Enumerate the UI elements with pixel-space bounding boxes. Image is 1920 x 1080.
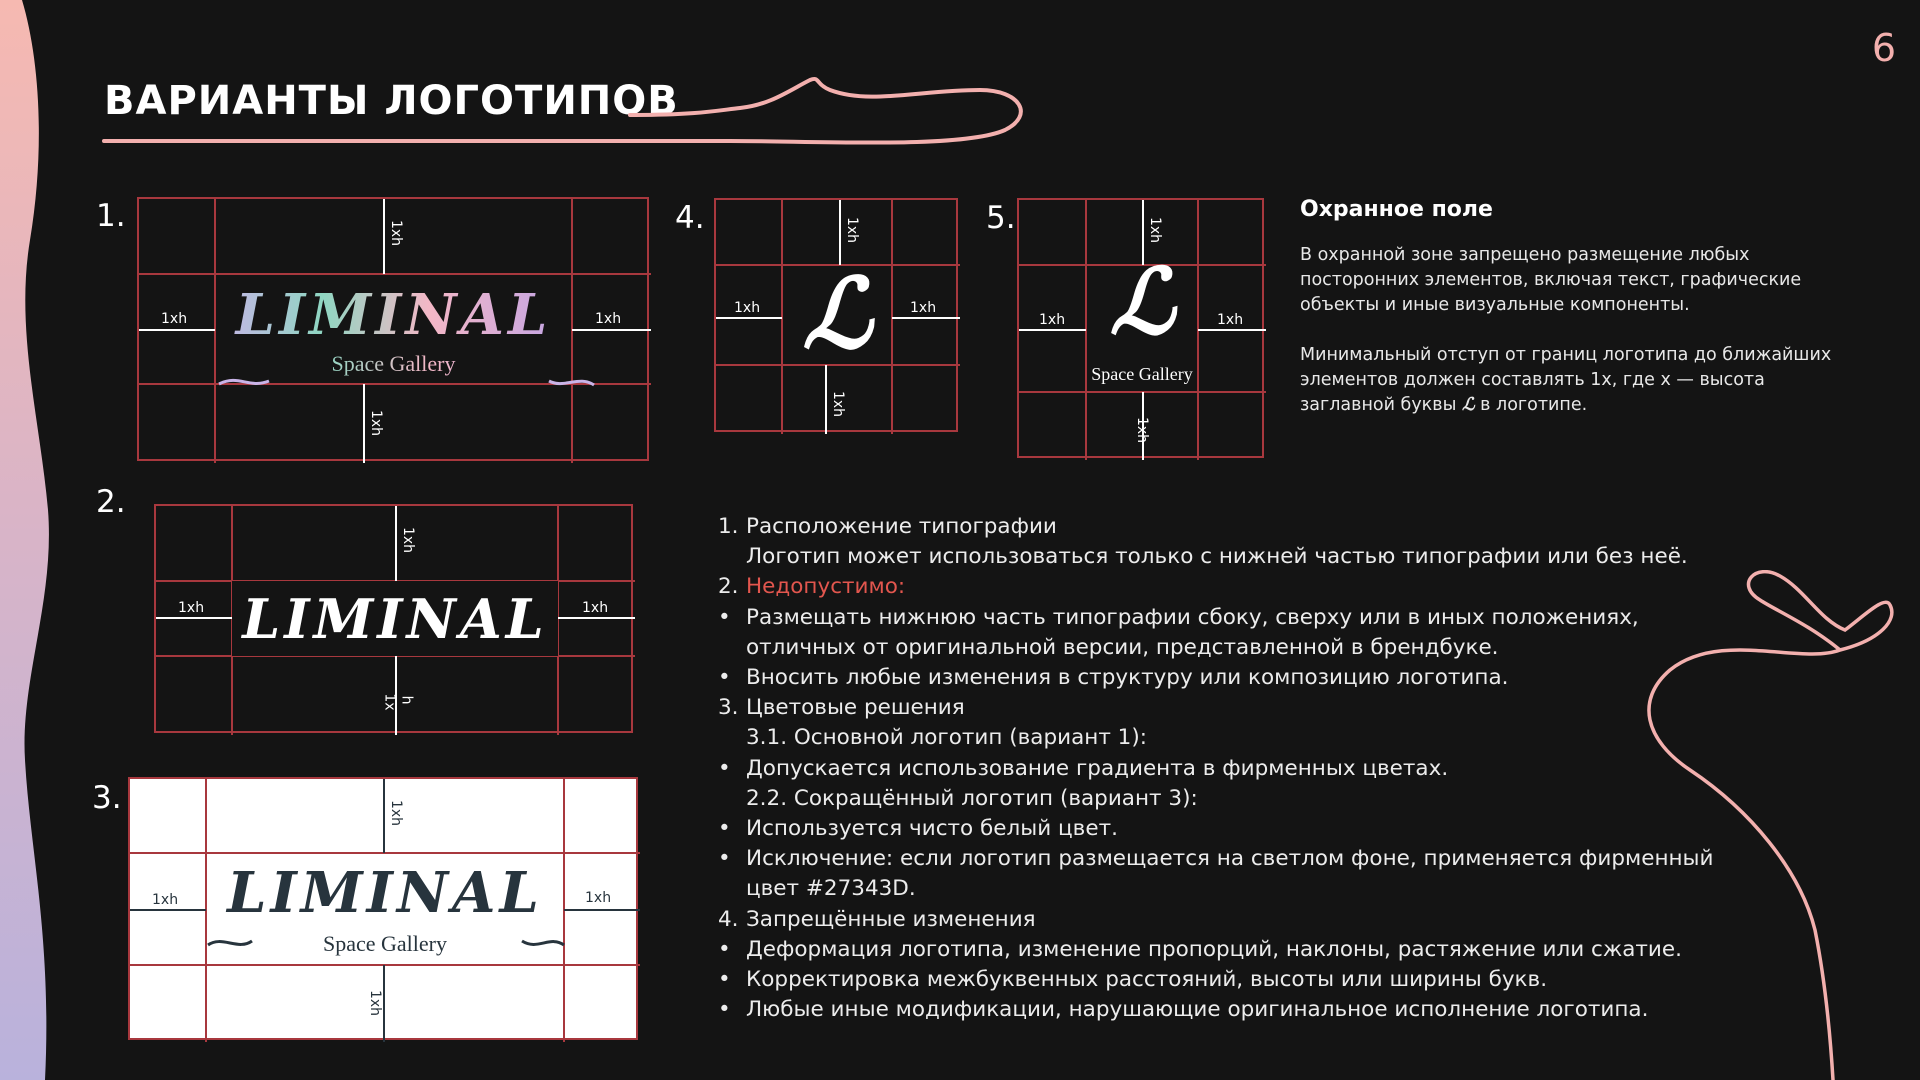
list-item: • Любые иные модификации, нарушающие оригинальное исполнение логотипа. <box>718 997 1649 1023</box>
page-number: 6 <box>1871 26 1896 70</box>
variant-5-measure-bottom: 1xh <box>1134 416 1151 444</box>
variant-3-measure-bottom: 1xh <box>367 989 384 1017</box>
variant-4-grid <box>714 198 958 432</box>
variant-4-measure-left: 1xh <box>734 300 761 316</box>
list-item: • Допускается использование градиента в фирменных цветах. <box>718 755 1449 781</box>
variant-3-measure-left: 1xh <box>152 892 179 908</box>
variant-2-measure-left: 1xh <box>178 600 205 616</box>
variant-3-wordmark: LIMINAL <box>227 860 543 926</box>
variant-1-subtitle: Space Gallery <box>215 351 572 377</box>
variant-5-measure-right: 1xh <box>1217 312 1244 328</box>
variant-1-measure-right: 1xh <box>595 311 622 327</box>
variant-3-grid <box>128 777 638 1040</box>
list-item: цвет #27343D. <box>746 876 916 902</box>
decorative-gradient-strip <box>0 0 70 1080</box>
variant-2-label: 2. <box>96 484 126 520</box>
variant-1-measure-left: 1xh <box>161 311 188 327</box>
variant-1-measure-top: 1xh <box>388 219 405 247</box>
variant-5-subtitle: Space Gallery <box>1091 364 1193 384</box>
guard-zone-paragraph-1: В охранной зоне запрещено размещение любых посторонних элементов, включая текст, графические объекты и иные визуальные компоненты. <box>1300 245 1802 315</box>
variant-4-label: 4. <box>675 200 705 236</box>
variant-2-grid <box>154 504 633 733</box>
variant-5-measure-top: 1xh <box>1147 216 1164 244</box>
list-item: • Вносить любые изменения в структуру или композицию логотипа. <box>718 665 1509 691</box>
variant-1-measure-bottom: 1xh <box>368 409 385 437</box>
variant-5-grid <box>1017 198 1264 458</box>
variant-5-mark: ℒ <box>1109 249 1175 355</box>
variant-3-label: 3. <box>92 780 122 816</box>
list-item: • Деформация логотипа, изменение пропорций, наклоны, растяжение или сжатие. <box>718 936 1682 962</box>
variant-3-subtitle: Space Gallery <box>323 931 447 956</box>
list-item: 1. Расположение типографии <box>718 514 1057 539</box>
list-item: • Корректировка межбуквенных расстояний, высоты или ширины букв. <box>718 967 1548 993</box>
variant-4-measure-bottom: 1xh <box>830 390 847 418</box>
variant-2-measure-bottom-b: h <box>398 695 415 705</box>
logo-glyph-icon: ℒ <box>1461 395 1475 415</box>
list-item: • Размещать нижнюю часть типографии сбоку, сверху или в иных положениях, <box>718 604 1639 630</box>
variant-2-wordmark: LIMINAL <box>242 587 548 651</box>
list-item: отличных от оригинальной версии, представленной в брендбуке. <box>746 634 1499 660</box>
variant-1-wordmark: LIMINAL <box>215 275 572 355</box>
variant-3-measure-right: 1xh <box>585 890 612 906</box>
list-item: 2. Недопустимо: <box>718 574 906 600</box>
variant-4-measure-top: 1xh <box>844 216 861 244</box>
variant-5-label: 5. <box>986 200 1016 236</box>
variant-3-measure-top: 1xh <box>388 799 405 827</box>
list-item: • Используется чисто белый цвет. <box>718 816 1118 842</box>
list-item: 4. Запрещённые изменения <box>718 906 1036 932</box>
variant-5-measure-left: 1xh <box>1039 312 1066 328</box>
guard-zone-paragraph-2 <box>1300 343 1860 418</box>
guard-zone-paragraph-2-end: в логотипе. <box>1480 395 1588 415</box>
variant-1-label: 1. <box>96 198 126 234</box>
rules-list <box>718 512 1778 1025</box>
list-item: 3. Цветовые решения <box>718 695 965 721</box>
variant-4-measure-right: 1xh <box>910 300 937 316</box>
variant-1-grid <box>137 197 649 461</box>
list-item: 2.2. Сокращённый логотип (вариант 3): <box>746 785 1198 811</box>
page-title: ВАРИАНТЫ ЛОГОТИПОВ <box>104 78 679 124</box>
variant-2-measure-top: 1xh <box>400 526 417 554</box>
guard-zone-paragraph-2-start: Минимальный отступ от границ логотипа до ближайших элементов должен составлять 1x, где x — высота заглавной буквы <box>1300 345 1832 415</box>
variant-4-mark: ℒ <box>802 257 872 370</box>
title-underline-wave <box>100 70 1040 150</box>
variant-2-measure-right: 1xh <box>582 600 609 616</box>
list-item: • Исключение: если логотип размещается на светлом фоне, применяется фирменный <box>718 846 1714 872</box>
list-item: Логотип может использоваться только с нижней частью типографии или без неё. <box>746 544 1688 570</box>
guard-zone-heading: Охранное поле <box>1300 197 1493 222</box>
list-item: 3.1. Основной логотип (вариант 1): <box>746 725 1147 751</box>
variant-2-measure-bottom-a: 1x <box>381 693 398 711</box>
